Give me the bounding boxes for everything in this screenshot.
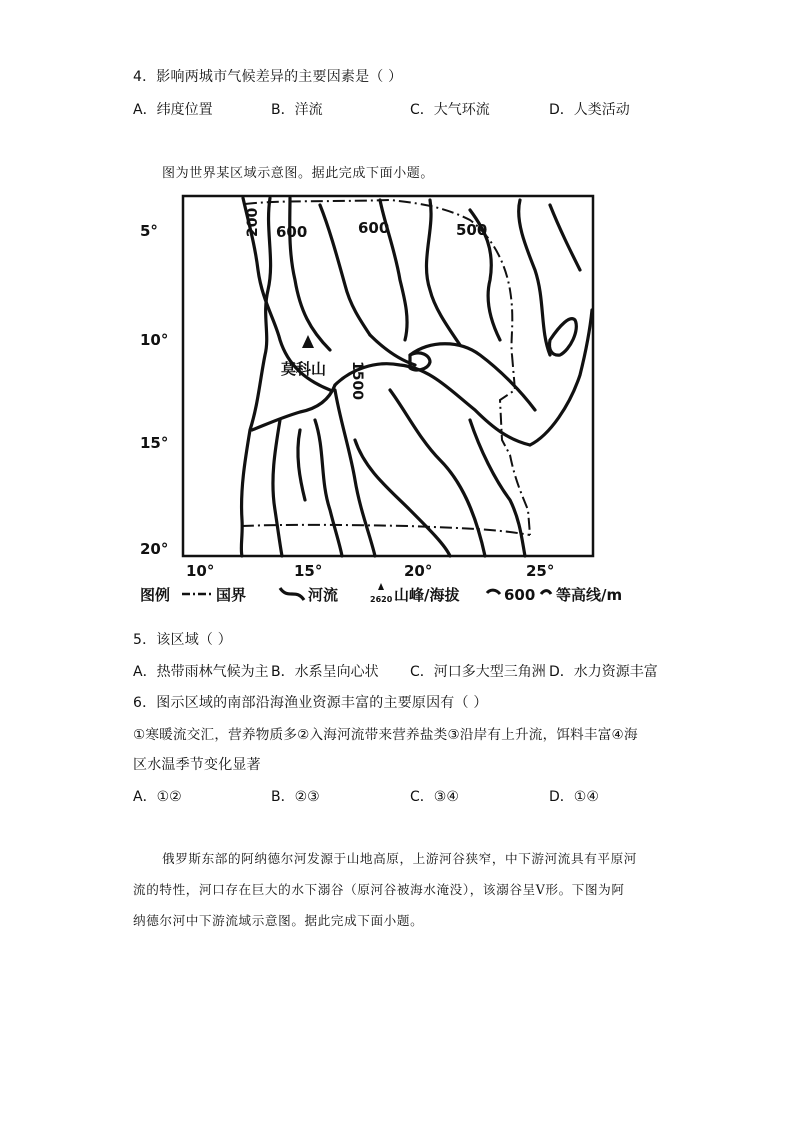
contour-label-600a: 600: [276, 223, 308, 241]
lon-tick-10: 10°: [186, 562, 215, 580]
q6-option-a: A．①②: [133, 789, 182, 805]
legend-contour: 等高线/m: [556, 586, 623, 604]
anadyr-intro-line1: 俄罗斯东部的阿纳德尔河发源于山地高原，上游河谷狭窄，中下游河流具有平原河: [162, 851, 637, 866]
q6-option-c: C．③④: [410, 789, 459, 805]
map-frame: [183, 196, 593, 556]
lat-tick-5: 5°: [140, 222, 158, 240]
q5-option-c: C．河口多大型三角洲: [410, 664, 546, 680]
region-map: [130, 190, 640, 610]
q4-option-d: D．人类活动: [549, 102, 630, 118]
legend-border: 国界: [216, 586, 247, 604]
contour-label-500: 500: [456, 221, 488, 239]
q4-option-b: B．洋流: [271, 102, 323, 118]
q5-option-d: D．水力资源丰富: [549, 664, 658, 680]
lon-tick-25: 25°: [526, 562, 555, 580]
legend-peak: 山峰/海拔: [394, 586, 460, 604]
lat-tick-10: 10°: [140, 331, 169, 349]
q5-option-b: B．水系呈向心状: [271, 664, 379, 680]
legend-contour-symbol-right: [541, 591, 551, 594]
anadyr-intro-line2: 流的特性，河口存在巨大的水下溺谷（原河谷被海水淹没），该溺谷呈V形。下图为阿: [133, 882, 625, 897]
q5-option-a: A．热带雨林气候为主: [133, 664, 269, 680]
q4-option-c: C．大气环流: [410, 102, 490, 118]
contour-label-1500: 1500: [349, 361, 365, 400]
lat-tick-15: 15°: [140, 434, 169, 452]
q5-stem: 5．该区域（ ）: [133, 632, 232, 648]
legend-river-symbol: [280, 588, 304, 600]
q6-option-d: D．①④: [549, 789, 599, 805]
legend-contour-symbol-left: [487, 590, 500, 594]
legend-contour-value: 600: [504, 586, 536, 604]
lat-tick-20: 20°: [140, 540, 169, 558]
lon-tick-20: 20°: [404, 562, 433, 580]
legend-title: 图例: [140, 586, 171, 604]
anadyr-intro-line3: 纳德尔河中下游流域示意图。据此完成下面小题。: [133, 913, 424, 928]
q6-statement-line2: 区水温季节变化显著: [133, 757, 261, 773]
q6-option-b: B．②③: [271, 789, 320, 805]
map-intro: 图为世界某区域示意图。据此完成下面小题。: [162, 166, 435, 181]
legend-river: 河流: [308, 586, 339, 604]
contour-label-200: 200: [245, 207, 261, 237]
legend-peak-icon: [378, 583, 384, 590]
q6-stem: 6．图示区域的南部沿海渔业资源丰富的主要原因有（ ）: [133, 695, 488, 711]
q4-option-a: A．纬度位置: [133, 102, 213, 118]
legend-peak-elev: 2620: [370, 595, 393, 604]
contour-label-600b: 600: [358, 219, 390, 237]
lon-tick-15: 15°: [294, 562, 323, 580]
q6-statement-line1: ①寒暖流交汇，营养物质多②入海河流带来营养盐类③沿岸有上升流，饵料丰富④海: [133, 727, 638, 743]
q4-stem: 4．影响两城市气候差异的主要因素是（ ）: [133, 69, 403, 85]
peak-label: 莫科山: [281, 360, 327, 378]
